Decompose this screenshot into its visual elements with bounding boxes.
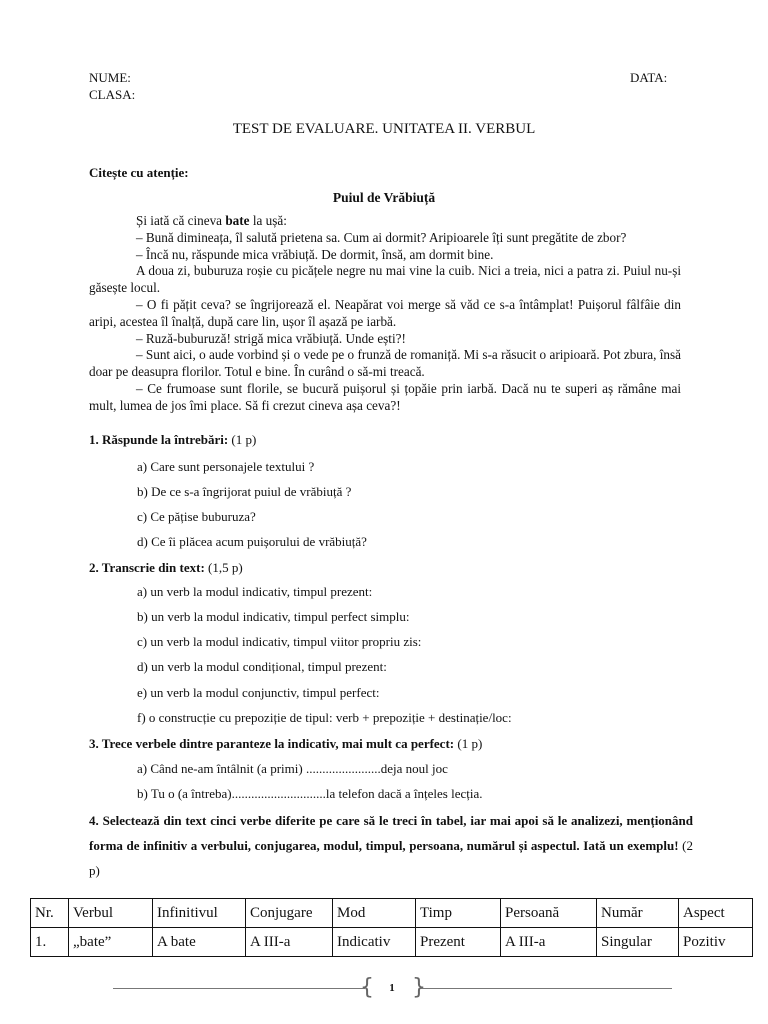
question-1-item: c) Ce pățise buburuza?	[137, 509, 256, 524]
question-1-item: b) De ce s-a îngrijorat puiul de vrăbiuță ?	[137, 484, 352, 499]
question-2-heading: 2. Transcrie din text: (1,5 p)	[89, 560, 243, 575]
table-cell: A III-a	[501, 928, 597, 957]
table-header-cell: Aspect	[679, 899, 753, 928]
question-1-item: d) Ce îi plăcea acum puișorului de vrăbiuță?	[137, 534, 367, 549]
question-3-heading: 3. Trece verbele dintre paranteze la indicativ, mai mult ca perfect: (1 p)	[89, 736, 483, 751]
table-cell: Prezent	[416, 928, 501, 957]
question-1-heading: 1. Răspunde la întrebări: (1 p)	[89, 432, 257, 447]
story-paragraph: – Sunt aici, o aude vorbind și o vede pe o frunză de romaniță. Mi s-a răsucit o aripioară. Pot zbura, însă doar pe deasupra florilor. Totul e bine. În curând o să-mi treacă.	[89, 347, 681, 380]
class-label: CLASA:	[89, 87, 136, 102]
table-row	[31, 928, 753, 957]
table-cell: Indicativ	[333, 928, 416, 957]
instruction-label: Citește cu atenție:	[89, 165, 189, 180]
table-cell: 1.	[31, 928, 69, 957]
question-1-item: a) Care sunt personajele textului ?	[137, 459, 315, 474]
table-header-cell: Persoană	[501, 899, 597, 928]
story-paragraph: – Ce frumoase sunt florile, se bucură puișorul și țopăie prin iarbă. Dacă nu te superi aș rămâne mai mult, lumea de jos îmi place. Să fi crezut cineva așa ceva?!	[89, 380, 681, 413]
verb-analysis-table	[30, 898, 753, 957]
table-cell: Pozitiv	[679, 928, 753, 957]
table-header-row	[31, 899, 753, 928]
table-cell: „bate”	[69, 928, 153, 957]
question-2-item: d) un verb la modul condițional, timpul prezent:	[137, 659, 387, 674]
question-3-item: a) Când ne-am întâlnit (a primi) .......................deja noul joc	[137, 761, 448, 776]
table-header-cell: Infinitivul	[153, 899, 246, 928]
table-cell: Singular	[597, 928, 679, 957]
story-text	[89, 213, 681, 415]
highlighted-verb: bate	[225, 213, 250, 228]
story-paragraph: Și iată că cineva bate la ușă:	[136, 213, 287, 228]
name-label: NUME:	[89, 70, 131, 85]
question-2-item: a) un verb la modul indicativ, timpul prezent:	[137, 584, 373, 599]
left-brace-icon: {	[360, 975, 374, 1000]
question-2-item: c) un verb la modul indicativ, timpul viitor propriu zis:	[137, 634, 422, 649]
story-paragraph: – O fi pățit ceva? se îngrijorează el. Neapărat voi merge să văd ce s-a întâmplat! Puișorul fâlfâie din aripi, acestea îl înalță, după care lin, ușor îl așază pe iarbă.	[89, 296, 681, 329]
table-header-cell: Număr	[597, 899, 679, 928]
right-brace-icon: }	[412, 975, 426, 1000]
story-paragraph: – Ruză-buburuză! strigă mica vrăbiuță. Unde ești?!	[136, 330, 406, 346]
story-paragraph: – Bună dimineața, îl salută prietena sa. Cum ai dormit? Aripioarele îți sunt pregătite de zbor?	[136, 229, 627, 245]
story-paragraph: A doua zi, buburuza roșie cu picățele negre nu mai vine la cuib. Nici a treia, nici a patra zi. Puiul nu-și găsește locul.	[89, 263, 681, 296]
question-2-item: b) un verb la modul indicativ, timpul perfect simplu:	[137, 609, 410, 624]
page-title: TEST DE EVALUARE. UNITATEA II. VERBUL	[232, 121, 536, 137]
question-4-text: 4. Selectează din text cinci verbe diferite pe care să le treci în tabel, iar mai apoi să le analizezi, menționând forma de infinitiv a verbului, conjugarea, modul, timpul, persoana, numărul și aspectul. Iată un exemplu! (2 p)	[89, 813, 693, 878]
footer-divider-left	[113, 988, 365, 989]
table-header-cell: Nr.	[31, 899, 69, 928]
question-3-item: b) Tu o (a întreba).............................la telefon dacă a înțeles lecția.	[137, 786, 483, 801]
question-2-item: f) o construcție cu prepoziție de tipul: verb + prepoziție + destinație/loc:	[137, 710, 512, 725]
table-cell: A bate	[153, 928, 246, 957]
footer-divider-right	[420, 988, 672, 989]
table-cell: A III-a	[246, 928, 333, 957]
table-header-cell: Conjugare	[246, 899, 333, 928]
page-number: 1	[389, 982, 395, 994]
table-header-cell: Verbul	[69, 899, 153, 928]
table-header-cell: Timp	[416, 899, 501, 928]
question-2-item: e) un verb la modul conjunctiv, timpul perfect:	[137, 685, 380, 700]
table-header-cell: Mod	[333, 899, 416, 928]
date-label: DATA:	[630, 70, 668, 85]
story-title: Puiul de Vrăbiuță	[332, 190, 436, 205]
story-paragraph: – Încă nu, răspunde mica vrăbiuță. De dormit, însă, am dormit bine.	[136, 246, 494, 262]
